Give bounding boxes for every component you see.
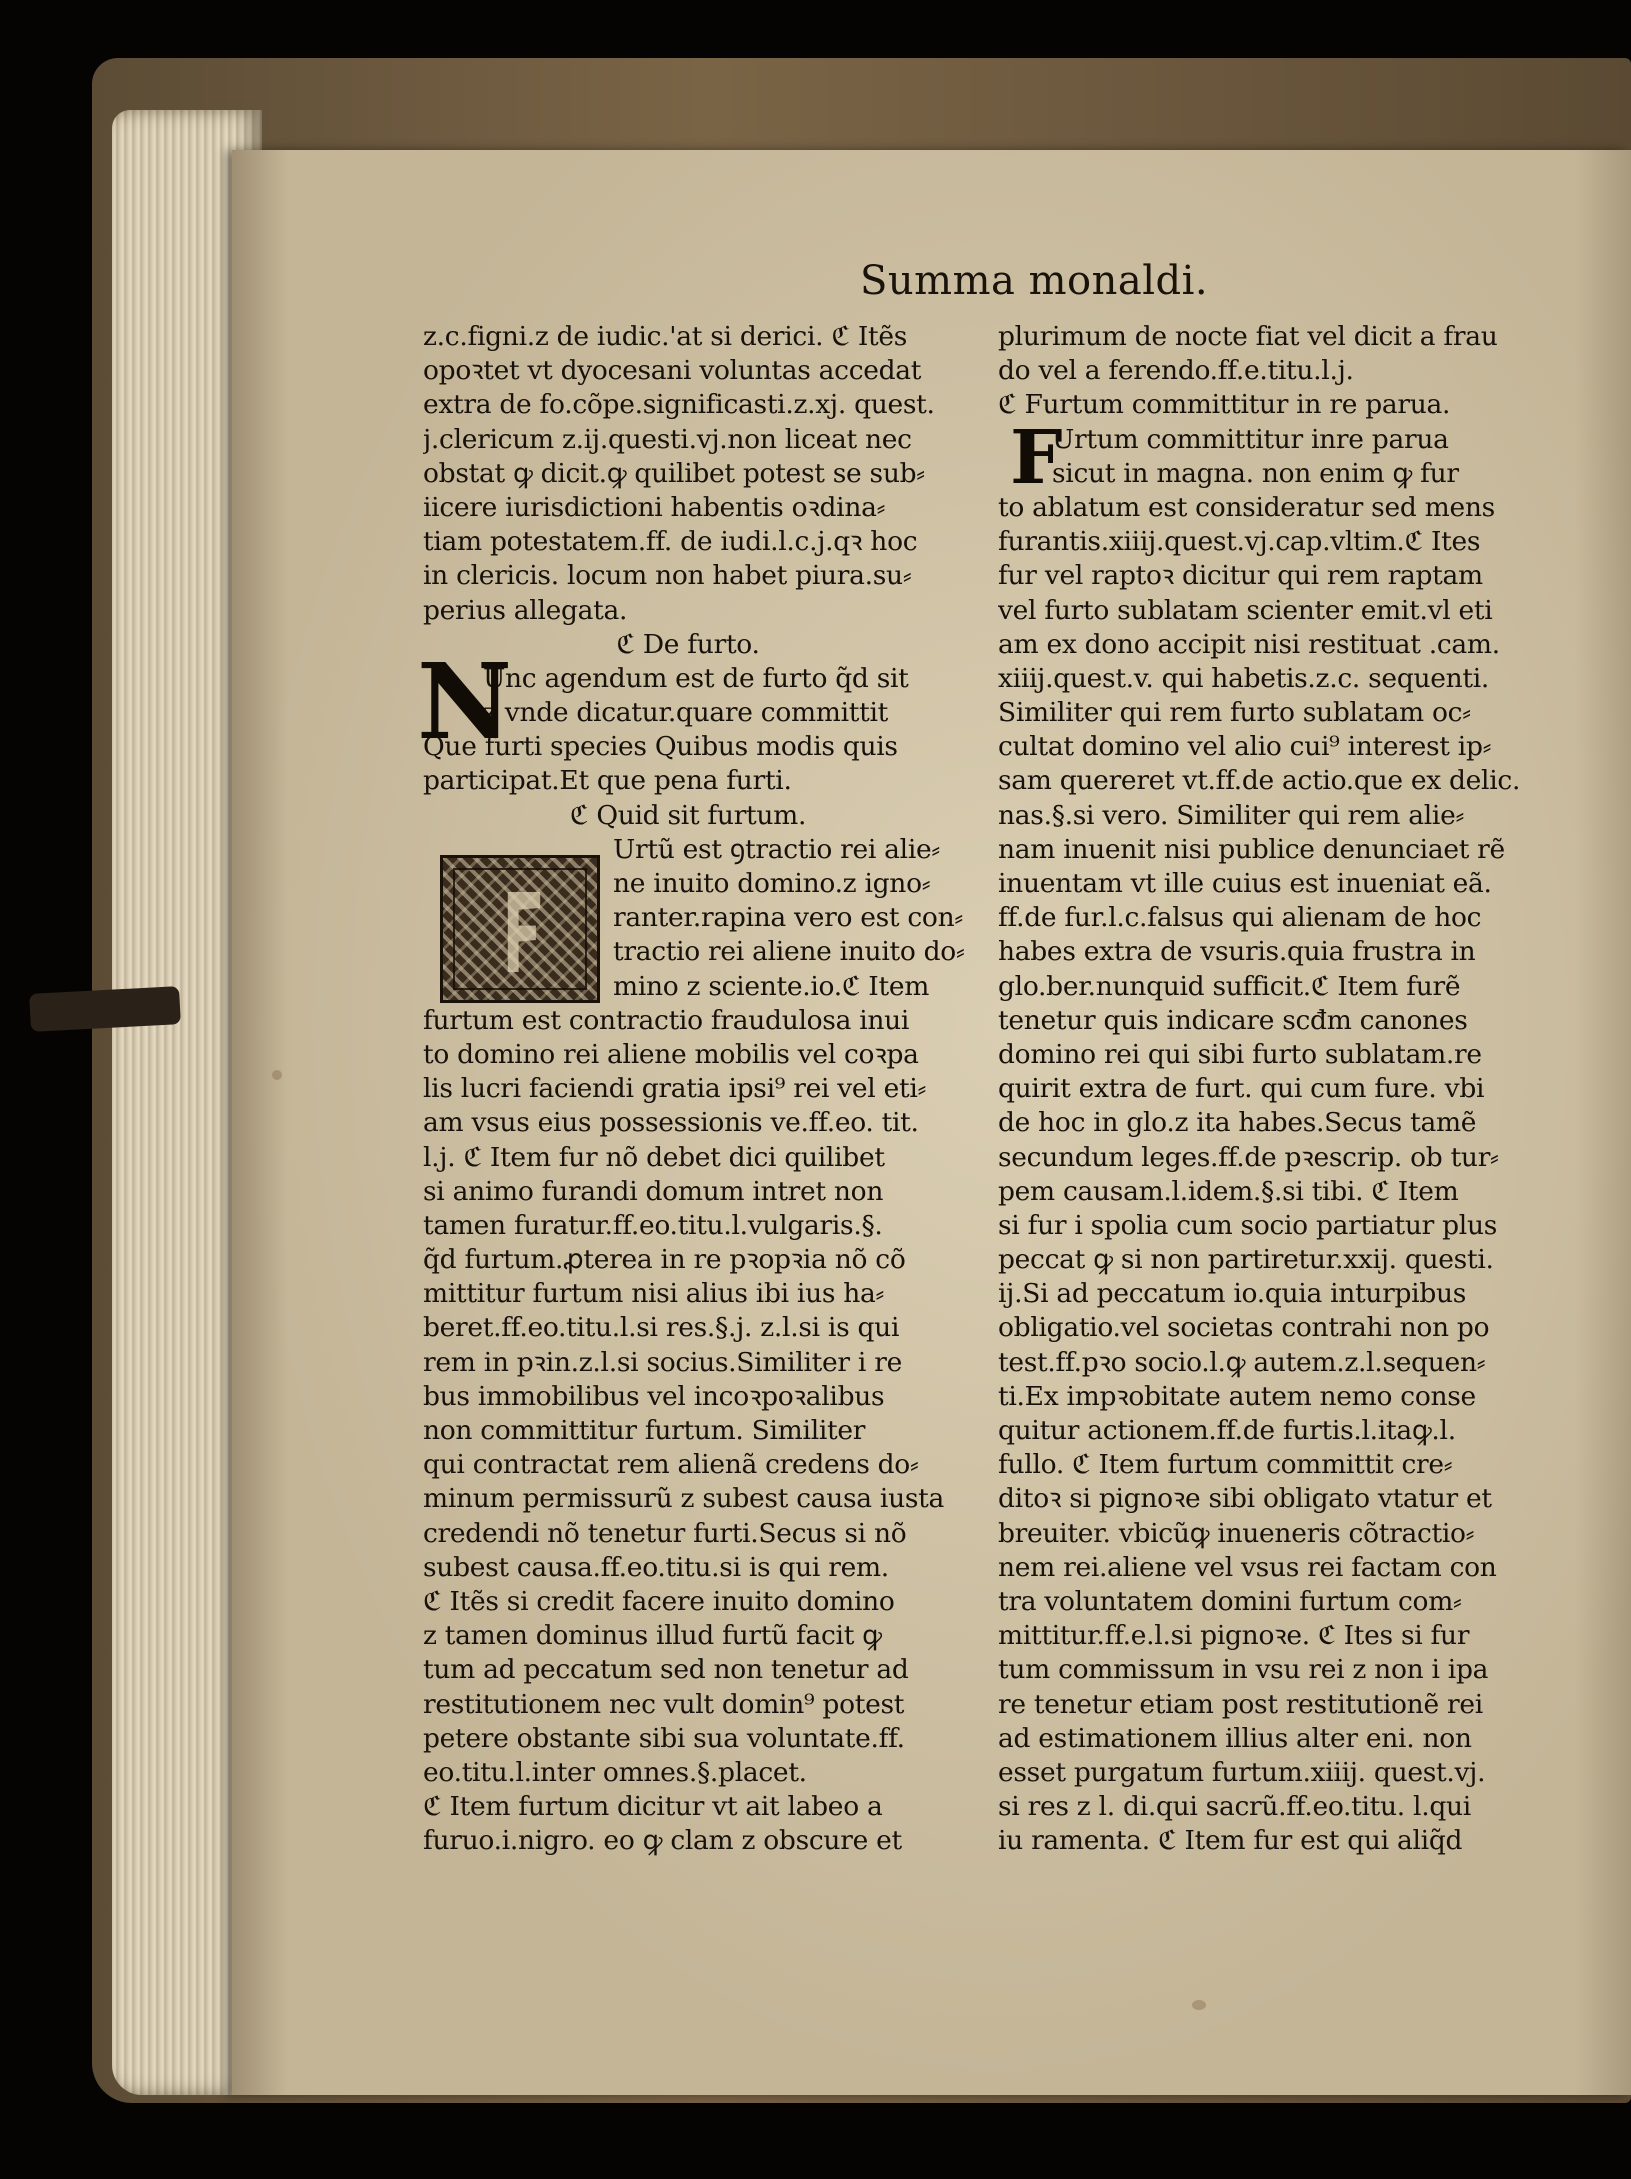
text-line: Unc agendum est de furto q̃d sit <box>483 662 909 694</box>
text-line: quirit extra de furt. qui cum fure. vbi <box>998 1073 1485 1105</box>
text-line: tamen furatur.ff.eo.titu.l.vulgaris.§. <box>423 1209 883 1241</box>
text-line: secundum leges.ff.de pꝛescrip. ob tur⸗ <box>998 1141 1499 1173</box>
text-line: furtum est contractio fraudulosa inui <box>423 1004 910 1036</box>
text-line: ditoꝛ si pignoꝛe sibi obligato vtatur et <box>998 1483 1492 1515</box>
text-line: habes extra de vsuris.quia frustra in <box>998 936 1476 968</box>
text-line: pem causam.l.idem.§.si tibi. ℭ Item <box>998 1175 1459 1207</box>
text-line: q̃d furtum.ꝓterea in re pꝛopꝛia nõ cõ <box>423 1244 906 1276</box>
text-line: re tenetur etiam post restitutionẽ rei <box>998 1688 1483 1720</box>
text-line: z tamen dominus illud furtũ facit ꝙ <box>423 1620 882 1652</box>
text-line: iicere iurisdictioni habentis oꝛdina⸗ <box>423 491 886 523</box>
text-line: vel furto sublatam scienter emit.vl eti <box>998 594 1493 626</box>
text-line: ℭ Furtum committitur in re parua. <box>998 389 1451 421</box>
text-line: inuentam vt ille cuius est inueniat eã. <box>998 868 1492 899</box>
text-line: iu ramenta. ℭ Item fur est qui aliq̃d <box>998 1825 1463 1857</box>
text-line: to ablatum est consideratur sed mens <box>998 491 1495 523</box>
text-line: bus immobilibus vel incoꝛpoꝛalibus <box>423 1380 885 1412</box>
text-line: furuo.i.nigro. eo ꝙ clam z obscure et <box>423 1825 902 1857</box>
text-line: am ex dono accipit nisi restituat .cam. <box>998 628 1500 660</box>
text-line: in clericis. locum non habet piura.su⸗ <box>423 560 912 592</box>
text-line: Que furti species Quibus modis quis <box>423 731 898 763</box>
text-line: ranter.rapina vero est con⸗ <box>613 902 963 934</box>
text-line: ℭ De furto. <box>616 628 760 660</box>
text-line: am vsus eius possessionis ve.ff.eo. tit. <box>423 1107 919 1139</box>
text-line: obligatio.vel societas contrahi non po <box>998 1312 1490 1344</box>
text-line: participat.Et que pena furti. <box>423 765 792 797</box>
text-line: qui contractat rem alienã credens do⸗ <box>423 1449 919 1481</box>
text-line: opoꝛtet vt dyocesani voluntas accedat <box>423 355 922 387</box>
text-line: si res z l. di.qui sacrũ.ff.eo.titu. l.qui <box>998 1791 1471 1823</box>
text-line: credendi nõ tenetur furti.Secus si nõ <box>423 1517 907 1549</box>
page-stain <box>272 1070 282 1080</box>
text-line: tiam potestatem.ff. de iudi.l.c.j.qꝛ hoc <box>423 526 918 558</box>
text-line: ti.Ex impꝛobitate autem nemo conse <box>998 1380 1476 1412</box>
text-line: non committitur furtum. Similiter <box>423 1415 866 1446</box>
text-line: tum ad peccatum sed non tenetur ad <box>423 1654 909 1686</box>
running-head: Summa monaldi. <box>860 258 1209 304</box>
text-line: nas.§.si vero. Similiter qui rem alie⸗ <box>998 799 1465 831</box>
text-line: j.clericum z.ij.questi.vj.non liceat nec <box>423 423 912 455</box>
text-line: tenetur quis indicare scđm canones <box>998 1004 1468 1036</box>
text-line: tractio rei aliene inuito do⸗ <box>613 936 965 968</box>
text-line: z vnde dicatur.quare committit <box>483 697 889 729</box>
text-line: lis lucri faciendi gratia ipsi⁹ rei vel eti⸗ <box>423 1073 927 1105</box>
text-line: subest causa.ff.eo.titu.si is qui rem. <box>423 1551 889 1583</box>
text-line: ij.Si ad peccatum io.quia inturpibus <box>998 1278 1467 1310</box>
text-line: petere obstante sibi sua voluntate.ff. <box>423 1722 905 1754</box>
text-line: mittitur furtum nisi alius ibi ius ha⸗ <box>423 1278 885 1310</box>
text-line: xiiij.quest.v. qui habetis.z.c. sequenti. <box>998 662 1490 694</box>
text-line: test.ff.pꝛo socio.l.ꝙ autem.z.l.sequen⸗ <box>998 1346 1486 1378</box>
text-line: extra de fo.cõpe.significasti.z.xj. quest. <box>423 389 935 421</box>
text-line: tum commissum in vsu rei z non i ipa <box>998 1654 1489 1686</box>
text-line: obstat ꝙ dicit.ꝙ quilibet potest se sub⸗ <box>423 457 925 489</box>
text-line: mittitur.ff.e.l.si pignoꝛe. ℭ Ites si fur <box>998 1620 1470 1652</box>
text-line: ne inuito domino.z igno⸗ <box>613 868 931 899</box>
text-line: de hoc in glo.z ita habes.Secus tamẽ <box>998 1107 1477 1139</box>
text-line: restitutionem nec vult domin⁹ potest <box>423 1688 905 1720</box>
text-line: to domino rei aliene mobilis vel coꝛpa <box>423 1038 919 1070</box>
text-line: Urtum committitur inre parua <box>1052 423 1449 455</box>
text-line: do vel a ferendo.ff.e.titu.l.j. <box>998 355 1354 387</box>
text-line: ad estimationem illius alter eni. non <box>998 1722 1472 1754</box>
text-line: sicut in magna. non enim ꝙ fur <box>1052 457 1459 489</box>
text-line: z.c.figni.z de iudic.'at si derici. ℭ Itẽs <box>423 321 908 352</box>
left-text-column <box>417 320 983 1858</box>
text-line: breuiter. vbicũꝙ inueneris cõtractio⸗ <box>998 1517 1475 1549</box>
text-line: perius allegata. <box>423 594 628 626</box>
text-line: l.j. ℭ Item fur nõ debet dici quilibet <box>423 1141 885 1173</box>
text-line: plurimum de nocte fiat vel dicit a frau <box>998 321 1498 352</box>
text-line: furantis.xiiij.quest.vj.cap.vltim.ℭ Ites <box>998 526 1481 558</box>
text-line: glo.ber.nunquid sufficit.ℭ Item furẽ <box>998 970 1461 1002</box>
text-line: domino rei qui sibi furto sublatam.re <box>998 1038 1482 1070</box>
text-line: quitur actionem.ff.de furtis.l.itaꝙ.l. <box>998 1415 1456 1446</box>
text-line: si animo furandi domum intret non <box>423 1175 884 1207</box>
text-line: si fur i spolia cum socio partiatur plus <box>998 1209 1498 1241</box>
text-line: sam quereret vt.ff.de actio.que ex delic. <box>998 765 1521 797</box>
text-line: tra voluntatem domini furtum com⸗ <box>998 1585 1462 1617</box>
text-line: peccat ꝙ si non partiretur.xxij. questi. <box>998 1244 1494 1276</box>
text-line: ℭ Itẽs si credit facere inuito domino <box>423 1585 895 1617</box>
text-line: esset purgatum furtum.xiiij. quest.vj. <box>998 1756 1486 1788</box>
page-stain <box>1192 2000 1206 2010</box>
text-line: ℭ Quid sit furtum. <box>569 799 807 831</box>
right-text-column <box>998 320 1560 1858</box>
text-line: cultat domino vel alio cui⁹ interest ip⸗ <box>998 731 1492 763</box>
text-line: minum permissurũ z subest causa iusta <box>423 1483 945 1515</box>
text-line: Urtũ est ꝯtractio rei alie⸗ <box>613 833 940 865</box>
text-line: beret.ff.eo.titu.l.si res.§.j. z.l.si is qui <box>423 1312 900 1344</box>
text-line: ff.de fur.l.c.falsus qui alienam de hoc <box>998 902 1482 934</box>
text-line: mino z sciente.io.ℭ Item <box>613 970 930 1002</box>
text-line: nem rei.aliene vel vsus rei factam con <box>998 1551 1497 1583</box>
text-line: eo.titu.l.inter omnes.§.placet. <box>423 1756 807 1788</box>
text-line: nam inuenit nisi publice denunciaet rẽ <box>998 833 1505 865</box>
initial-f-right: F <box>1010 415 1063 501</box>
text-line: ℭ Item furtum dicitur vt ait labeo a <box>423 1791 883 1823</box>
text-line: rem in pꝛin.z.l.si socius.Similiter i re <box>423 1346 902 1378</box>
book-clasp <box>29 986 181 1032</box>
initial-n: N <box>417 640 512 763</box>
text-line: fullo. ℭ Item furtum committit cre⸗ <box>998 1449 1453 1481</box>
text-line: Similiter qui rem furto sublatam oc⸗ <box>998 697 1471 729</box>
text-line: fur vel raptoꝛ dicitur qui rem raptam <box>998 560 1483 592</box>
